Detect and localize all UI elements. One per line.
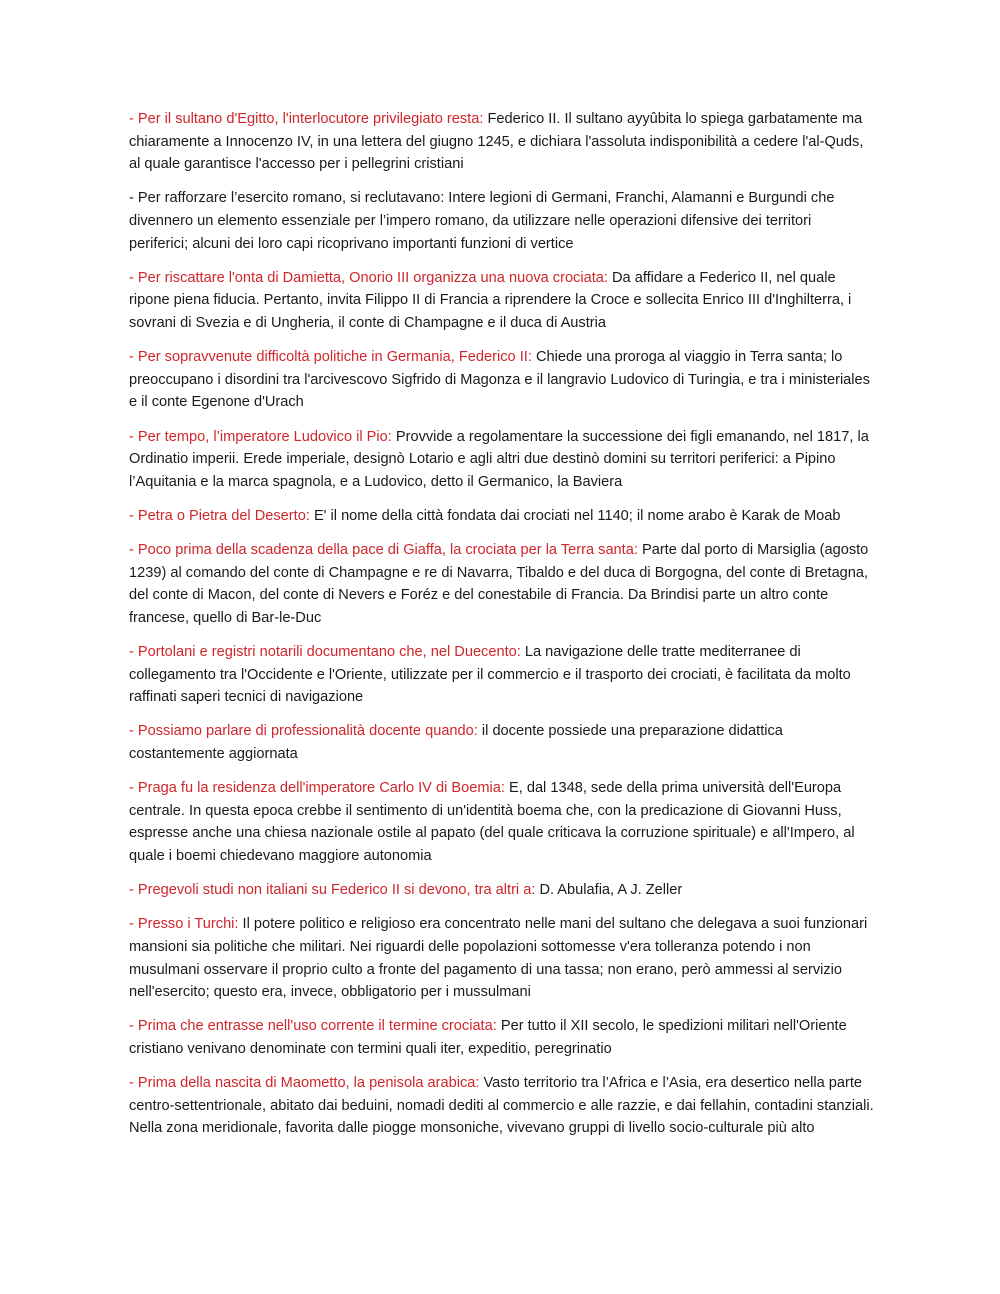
entry-answer: Vasto territorio tra l’Africa e l’Asia, era desertico nella parte centro-settentrionale, abitato dai beduini, nomadi dediti al commercio e alle razzie, e dai fellahin, contadini stanziali. Nella zona meridionale, favorita dalle piogge monsoniche, vivevano gruppi di livello socio-culturale più alto [129,1075,874,1137]
entry-answer: Da affidare a Federico II, nel quale ripone piena fiducia. Pertanto, invita Filippo II di Francia a riprendere la Croce e sollecita Enrico III d'Inghilterra, i sovrani di Svezia e di Ungheria, il conte di Champagne e il duca di Austria [129,269,852,331]
entry-answer: Parte dal porto di Marsiglia (agosto 1239) al comando del conte di Champagne e re di Navarra, Tibaldo e del duca di Borgogna, del conte di Bretagna, del conte di Macon, del conte di Nevers e Foréz e del conestabile di Francia. Da Brindisi parte un altro conte francese, quello di Bar-le-Duc [129,542,869,626]
entry-answer: E' il nome della città fondata dai crociati nel 1140; il nome arabo è Karak de Moab [313,507,841,524]
document-page [129,108,874,1151]
entry-ludovico-il-pio [129,426,874,494]
entry-question: - Petra o Pietra del Deserto: [129,507,310,524]
entry-studi-federico [129,879,874,902]
entry-esercito-romano [129,187,874,255]
entry-answer: E, dal 1348, sede della prima università dell'Europa centrale. In questa epoca crebbe il sentimento di un'identità boema che, con la predicazione di Giovanni Huss, espresse anche una chiesa nazionale ostile al papato (del quale criticava la corruzione spirituale) e all'Impero, al quale i boemi chiedevano maggiore autonomia [129,780,855,864]
entry-question: - Presso i Turchi: [129,916,239,933]
entry-portolani [129,641,874,709]
entry-praga [129,777,874,867]
entry-question: - Pregevoli studi non italiani su Federico II si devono, tra altri a: [129,882,536,899]
entry-question: - Portolani e registri notarili documentano che, nel Duecento: [129,644,521,661]
entry-damietta [129,267,874,335]
entry-germania [129,346,874,414]
entry-question: - Praga fu la residenza dell'imperatore Carlo IV di Boemia: [129,780,505,797]
entry-egitto [129,108,874,176]
entry-question: - Per riscattare l'onta di Damietta, Onorio III organizza una nuova crociata: [129,269,608,286]
entry-answer: Il potere politico e religioso era concentrato nelle mani del sultano che delegava a suoi funzionari mansioni sia politiche che militari. Nei riguardi delle popolazioni sottomesse v'era tolleranza potendo i non musulmani osservare il proprio culto a fronte del pagamento di una tassa; non erano, però ammessi al servizio nell'esercito; questo era, invece, obbligatorio per i mussulmani [129,916,868,1001]
entry-crociata-termine [129,1015,874,1060]
entry-answer: Federico II. Il sultano ayyûbita lo spiega garbatamente ma chiaramente a Innocenzo IV, in una lettera del giugno 1245, e dichiara l'assoluta indisponibilità a cedere l'al-Quds, al quale garantisce l'accesso per i pellegrini cristiani [129,111,864,173]
entry-professionalita [129,720,874,765]
entry-giaffa [129,539,874,629]
entry-question: - Prima che entrasse nell'uso corrente il termine crociata: [129,1018,497,1035]
entry-answer: La navigazione delle tratte mediterranee di collegamento tra l'Occidente e l'Oriente, utilizzate per il commercio e il trasporto dei crociati, è facilitata da molto raffinati saperi tecnici di navigazione [129,644,851,706]
entry-penisola-arabica [129,1072,874,1140]
entry-answer: il docente possiede una preparazione didattica costantemente aggiornata [129,723,783,762]
entry-answer: Provvide a regolamentare la successione dei figli emanando, nel 1817, la Ordinatio imperii. Erede imperiale, designò Lotario e agli altri due destinò domini su territori periferici: a Pipino l’Aquitania e la marca spagnola, e a Ludovico, detto il Germanico, la Baviera [129,428,869,490]
entry-question: - Prima della nascita di Maometto, la penisola arabica: [129,1075,480,1092]
entry-petra [129,505,874,528]
entry-answer: Chiede una proroga al viaggio in Terra santa; lo preoccupano i disordini tra l'arcivescovo Sigfrido di Magonza e il langravio Ludovico di Turingia, e tra i ministeriales e il conte Egenone d'Urach [129,349,870,411]
entry-question: - Per sopravvenute difficoltà politiche in Germania, Federico II: [129,349,532,366]
entry-question: - Poco prima della scadenza della pace di Giaffa, la crociata per la Terra santa: [129,542,638,559]
entry-turchi [129,913,874,1003]
entry-question: - Possiamo parlare di professionalità docente quando: [129,723,478,740]
entry-answer: Per tutto il XII secolo, le spedizioni militari nell'Oriente cristiano venivano denominate con termini quali iter, expeditio, peregrinatio [129,1018,847,1057]
entry-question: - Per tempo, l’imperatore Ludovico il Pio: [129,428,392,445]
entry-answer: D. Abulafia, A J. Zeller [539,882,683,899]
entry-question: - Per il sultano d'Egitto, l'interlocutore privilegiato resta: [129,111,484,127]
entry-answer: - Per rafforzare l’esercito romano, si reclutavano: Intere legioni di Germani, Franchi, Alamanni e Burgundi che divennero un elemento essenziale per l’impero romano, da utilizzare nelle operazioni difensive dei territori periferici; alcuni dei loro capi ricoprivano importanti funzioni di vertice [129,190,835,252]
